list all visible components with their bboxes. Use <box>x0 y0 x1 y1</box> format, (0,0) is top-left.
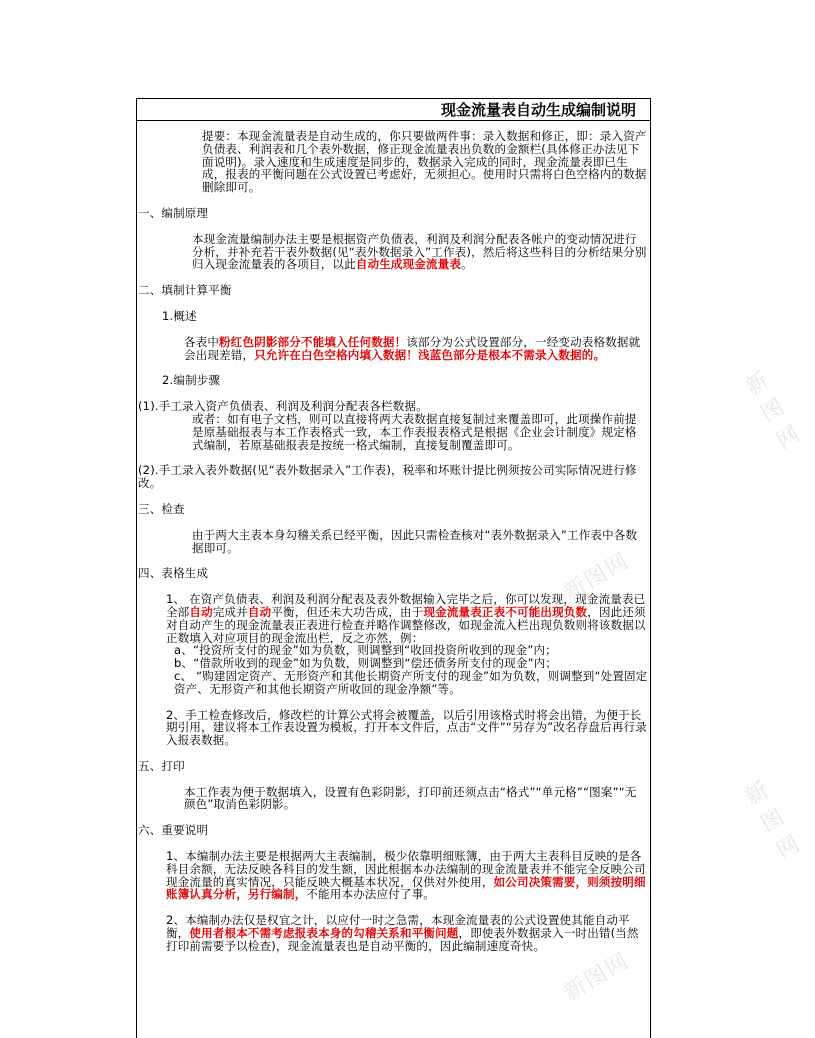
red-highlight: 只允许在白色空格内填入数据！浅蓝色部分是根本不需录入数据的。 <box>254 347 606 362</box>
section-5-heading: 五、打印 <box>138 758 185 773</box>
section-4-paragraph-1: 1、 在资产负债表、利润及利润分配表及表外数据输入完毕之后，你可以发现，现金流量表已全部自动完成并自动平衡，但还未大功告成，由于现金流量表正表不可能出现负数，因此还须对自动产生的现金流量表正表进行检查并略作调整修改，如现金流入栏出现负数则将该数据以正数填入对应项目的现金流出栏，反之亦然，例： <box>166 592 646 645</box>
watermark: 新图网 <box>741 367 806 455</box>
watermark: 新图网 <box>559 548 635 607</box>
example-a: a、“投资所支付的现金”如为负数，则调整到“收回投资所收到的现金”内； <box>174 643 557 658</box>
section-1-paragraph: 本现金流量编制办法主要是根据资产负债表，利润及利润分配表各帐户的变动情况进行分析，并补充若干表外数据(见“表外数据录入”工作表)，然后将这些科目的分析结果分别归入现金流量表的各项目，以此自动生成现金流量表。 <box>192 231 647 272</box>
red-highlight: 使用者根本不需考虑报表本身的勾稽关系和平衡问题 <box>189 926 459 941</box>
step-1-detail: 或者：如有电子文档，则可以直接将两大表数据直接复制过来覆盖即可，此项操作前提是原基础报表与本工作表格式一致，本工作表报表格式是根据《企业会计制度》规定格式编制，若原基础报表是按统一格式编制，直接复制覆盖即可。 <box>192 411 637 452</box>
section-3-paragraph: 由于两大主表本身勾稽关系已经平衡，因此只需检查核对“表外数据录入”工作表中各数据即可。 <box>192 527 638 555</box>
watermark: 新图网 <box>559 948 635 1007</box>
section-2-sub-2: 2.编制步骤 <box>162 373 221 388</box>
page-title: 现金流量表自动生成编制说明 <box>440 101 636 119</box>
section-3-heading: 三、检查 <box>138 501 185 516</box>
intro-paragraph: 提要：本现金流量表是自动生成的，你只要做两件事：录入数据和修正，即：录入资产负债表、利润表和几个表外数据，修正现金流量表出负数的金额栏(具体修正办法见下面说明)。录入速度和生成速度是同步的，数据录入完成的同时，现金流量表即已生成，报表的平衡问题在公式设置已考虑好，无须担心。使用时只需将白色空格内的数据删除即可。 <box>202 129 647 195</box>
example-b: b、“借款所收到的现金”如为负数，则调整到“偿还债务所支付的现金”内； <box>174 656 558 671</box>
red-highlight: 自动生成现金流量表 <box>355 257 462 272</box>
document-body <box>138 130 648 953</box>
red-highlight: 现金流量表正表不可能出现负数 <box>423 604 588 619</box>
step-1: (1).手工录入资产负债表、利润及利润分配表各栏数据。 <box>138 399 428 414</box>
red-highlight: 如公司决策需要，则须按明细账簿认真分析，另行编制， <box>166 874 646 902</box>
section-6-paragraph-1: 1、本编制办法主要是根据两大主表编制，极少依靠明细账簿，由于两大主表科目反映的是各科目余额，无法反映各科目的发生额，因此根据本办法编制的现金流量表并不能完全反映公司现金流量的真实情况，只能反映大概基本状况，仅供对外使用，如公司决策需要，则须按明细账簿认真分析，另行编制，不能用本办法应付了事。 <box>166 849 646 902</box>
section-4-paragraph-2: 2、手工检查修改后，修改栏的计算公式将会被覆盖，以后引用该格式时将会出错，为便于长期引用，建议将本工作表设置为模板，打开本文件后，点击“文件”“另存为”改名存盘后再行录入报表数据。 <box>166 707 647 748</box>
red-highlight: 粉红色阴影部分不能填入任何数据！ <box>219 334 407 349</box>
section-2-paragraph-1: 各表中粉红色阴影部分不能填入任何数据！该部分为公式设置部分，一经变动表格数据就会出现差错，只允许在白色空格内填入数据！浅蓝色部分是根本不需录入数据的。 <box>184 334 641 362</box>
example-c: c、 “购建固定资产、无形资产和其他长期资产所支付的现金”如为负数，则调整到“处置固定资产、无形资产和其他长期资产所收回的现金净额”等。 <box>174 668 648 696</box>
step-2: (2).手工录入表外数据(见“表外数据录入”工作表)，税率和坏账计提比例须按公司实际情况进行修改。 <box>138 463 637 491</box>
title-divider <box>136 120 651 121</box>
section-6-paragraph-2: 2、本编制办法仅是权宜之计，以应付一时之急需，本现金流量表的公式设置使其能自动平衡，使用者根本不需考虑报表本身的勾稽关系和平衡问题，即使表外数据录入一时出错(当然打印前需要予以检查)，现金流量表也是自动平衡的，因此编制速度奇快。 <box>166 913 639 953</box>
section-1-heading: 一、编制原理 <box>138 205 209 220</box>
watermark: 新图网 <box>741 777 806 865</box>
red-highlight: 自动 <box>247 604 272 619</box>
section-2-sub-1: 1.概述 <box>162 308 197 323</box>
red-highlight: 自动 <box>189 604 213 619</box>
section-4-heading: 四、表格生成 <box>138 566 209 581</box>
section-5-paragraph: 本工作表为便于数据填入，设置有色彩阴影，打印前还须点击“格式”“单元格”“图案”“无颜色”取消色彩阴影。 <box>184 784 637 812</box>
section-6-heading: 六、重要说明 <box>138 823 209 838</box>
section-2-heading: 二、填制计算平衡 <box>138 283 232 298</box>
